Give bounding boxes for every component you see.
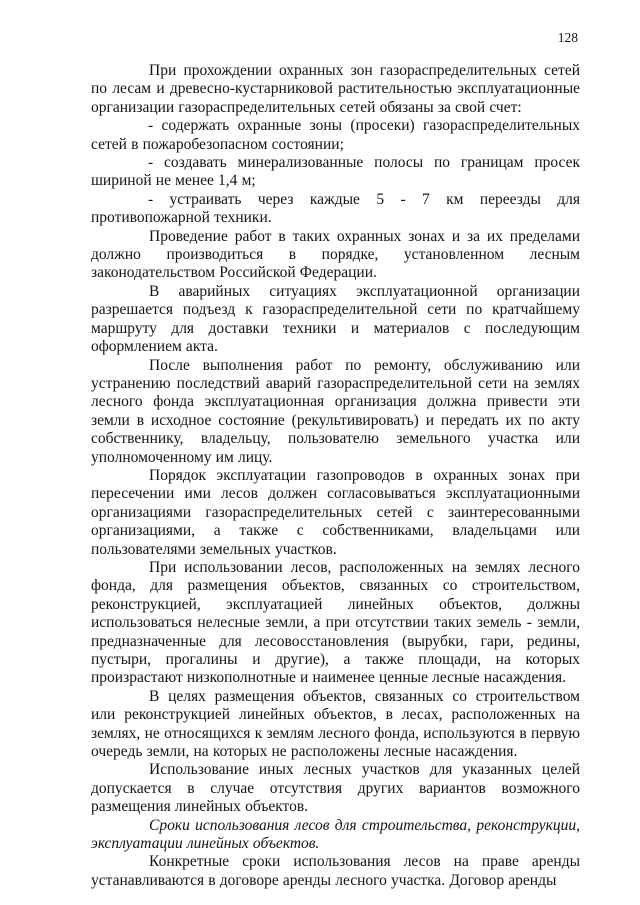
list-item-maintain-zones: - содержать охранные зоны (просеки) газораспределительных сетей в пожаробезопасном состоянии; xyxy=(91,117,580,153)
section-heading-terms: Сроки использования лесов для строительства, реконструкции, эксплуатации линейных объектов. xyxy=(91,816,580,853)
body-text xyxy=(91,62,580,890)
paragraph-other-plots: Использование иных лесных участков для указанных целей допускается в случае отсутствия других вариантов возможного размещения линейных объектов. xyxy=(91,761,580,816)
paragraph-gas-networks-intro: При прохождении охранных зон газораспределительных сетей по лесам и древесно-кустарниковой растительностью эксплуатационные организации газораспределительных сетей обязаны за свой счет: xyxy=(91,62,580,116)
list-item-mineral-strips: - создавать минерализованные полосы по границам просек шириной не менее 1,4 м; xyxy=(91,154,580,190)
list-item-crossings: - устраивать через каждые 5 - 7 км переезды для противопожарной техники. xyxy=(91,190,580,227)
paragraph-works-in-zones: Проведение работ в таких охранных зонах и за их пределами должно производиться в порядке, установленном лесным законодательством Российской Федерации. xyxy=(91,227,580,282)
paragraph-operation-order: Порядок эксплуатации газопроводов в охранных зонах при пересечении ими лесов должен согласовываться эксплуатационными организациями газораспределительных сетей с заинтересованными организациями, а также с собственниками, владельцами или пользователями земельных участков. xyxy=(91,466,580,558)
paragraph-non-forest-lands: В целях размещения объектов, связанных со строительством или реконструкцией линейных объектов, в лесах, расположенных на землях, не относящихся к землям лесного фонда, используются в первую очередь земли, на которых не расположены лесные насаждения. xyxy=(91,687,580,761)
paragraph-emergency-access: В аварийных ситуациях эксплуатационной организации разрешается подъезд к газораспределительной сети по кратчайшему маршруту для доставки техники и материалов с последующим оформлением акта. xyxy=(91,282,580,356)
paragraph-forest-fund-use: При использовании лесов, расположенных на землях лесного фонда, для размещения объектов, связанных со строительством, реконструкцией, эксплуатацией линейных объектов, должны использоваться нелесные земли, а при отсутствии таких земель - земли, предназначенные для лесовосстановления (вырубки, гари, редины, пустыри, прогалины и другие), а также площади, на которых произрастают низкополнотные и наименее ценные лесные насаждения. xyxy=(91,558,580,687)
paragraph-restoration: После выполнения работ по ремонту, обслуживанию или устранению последствий аварий газораспределительной сети на землях лесного фонда эксплуатационная организация должна привести эти земли в исходное состояние (рекультивировать) и передать их по акту собственнику, владельцу, пользователю земельного участка или уполномоченному им лицу. xyxy=(91,356,580,466)
page-number: 128 xyxy=(557,30,578,45)
paragraph-lease-terms: Конкретные сроки использования лесов на праве аренды устанавливаются в договоре аренды лесного участка. Договор аренды xyxy=(91,853,580,889)
